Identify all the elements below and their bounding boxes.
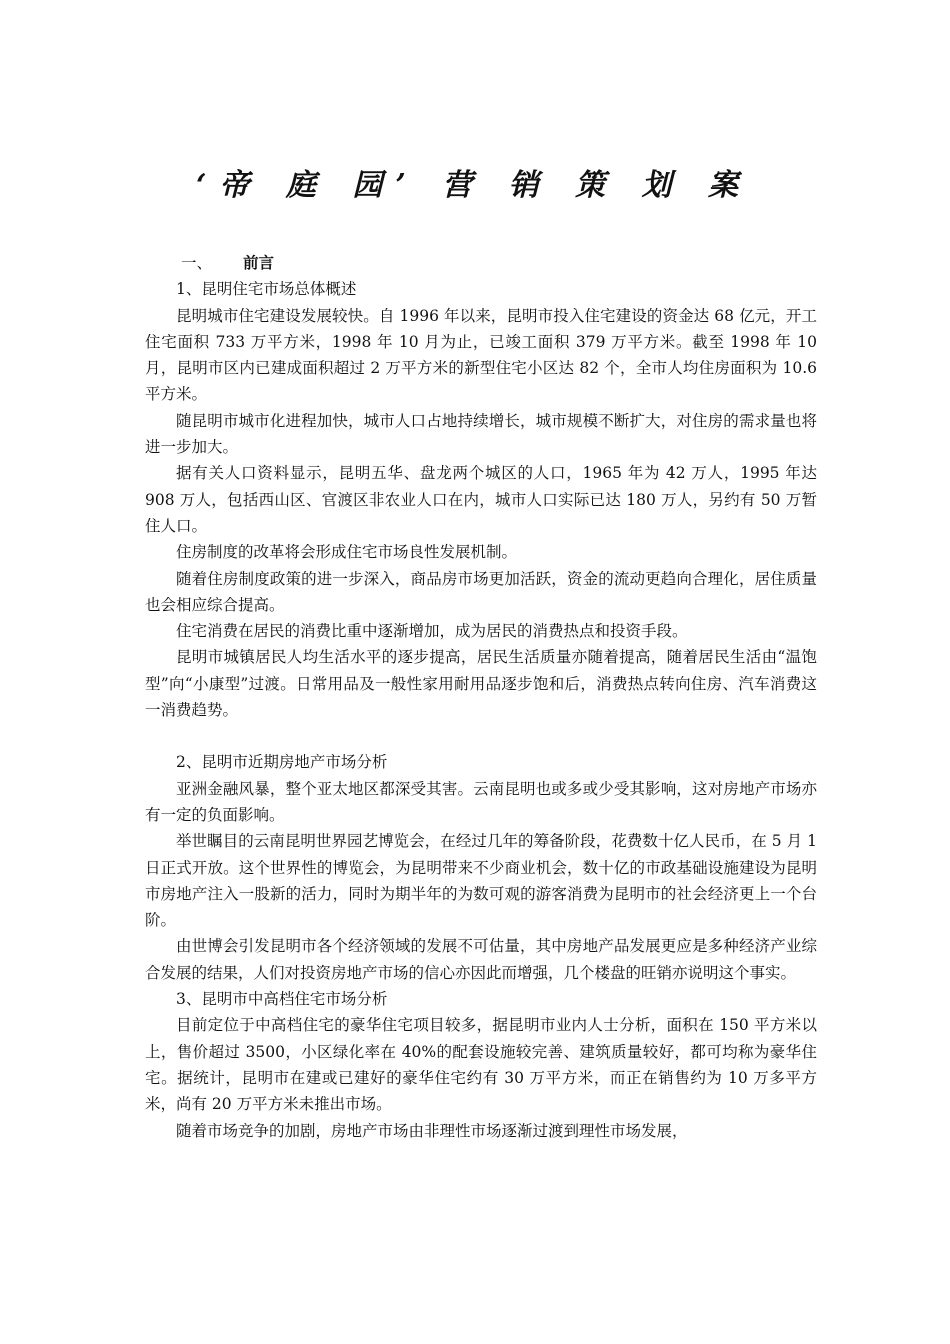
subsection-heading-3: 3、昆明市中高档住宅市场分析 [176, 990, 388, 1009]
paragraph: 亚洲金融风暴，整个亚太地区都深受其害。云南昆明也或多或少受其影响，这对房地产市场亦有一定的负面影响。 [145, 779, 817, 824]
section-heading [145, 250, 817, 276]
subsection-heading-2: 2、昆明市近期房地产市场分析 [176, 753, 388, 772]
document-title: ‘帝 庭 园’ 营 销 策 划 案 [196, 168, 751, 203]
paragraph: 昆明城市住宅建设发展较快。自 1996 年以来，昆明市投入住宅建设的资金达 68 亿元，开工住宅面积 733 万平方米，1998 年 10 月为止，已竣工面积 379 万平方米。截至 1998 年 10 月，昆明市区内已建成面积超过 2 万平方米的新型住宅小区达 82 个，全市人均住房面积为 10.6 平方米。 [145, 306, 817, 404]
spacer [145, 723, 817, 749]
document-body [145, 250, 817, 1144]
subsection-heading-1: 1、昆明住宅市场总体概述 [176, 280, 357, 299]
section-name: 前言 [243, 253, 275, 272]
paragraph: 随着住房制度政策的进一步深入，商品房市场更加活跃，资金的流动更趋向合理化，居住质量也会相应综合提高。 [145, 569, 817, 614]
paragraph: 由世博会引发昆明市各个经济领域的发展不可估量，其中房地产品发展更应是多种经济产业综合发展的结果，人们对投资房地产市场的信心亦因此而增强，几个楼盘的旺销亦说明这个事实。 [145, 937, 817, 982]
paragraph: 目前定位于中高档住宅的豪华住宅项目较多，据昆明市业内人士分析，面积在 150 平方米以上，售价超过 3500，小区绿化率在 40%的配套设施较完善、建筑质量较好，都可均称为豪华住宅。据统计，昆明市在建或已建好的豪华住宅约有 30 万平方米，而正在销售约为 10 万多平方米，尚有 20 万平方米未推出市场。 [145, 1016, 817, 1114]
paragraph: 昆明市城镇居民人均生活水平的逐步提高，居民生活质量亦随着提高，随着居民生活由“温饱型”向“小康型”过渡。日常用品及一般性家用耐用品逐步饱和后，消费热点转向住房、汽车消费这一消费趋势。 [145, 648, 817, 720]
paragraph: 举世瞩目的云南昆明世界园艺博览会，在经过几年的筹备阶段，花费数十亿人民币，在 5 月 1 日正式开放。这个世界性的博览会，为昆明带来不少商业机会，数十亿的市政基础设施建设为昆明市房地产注入一股新的活力，同时为期半年的为数可观的游客消费为昆明市的社会经济更上一个台阶。 [145, 832, 817, 930]
paragraph: 住房制度的改革将会形成住宅市场良性发展机制。 [176, 543, 518, 562]
paragraph: 住宅消费在居民的消费比重中逐渐增加，成为居民的消费热点和投资手段。 [176, 622, 688, 641]
paragraph: 据有关人口资料显示，昆明五华、盘龙两个城区的人口，1965 年为 42 万人，1995 年达 908 万人，包括西山区、官渡区非农业人口在内，城市人口实际已达 180 万人，另约有 50 万暂住人口。 [145, 464, 817, 535]
paragraph: 随着市场竞争的加剧，房地产市场由非理性市场逐渐过渡到理性市场发展， [176, 1121, 688, 1140]
section-number: 一、 [181, 254, 213, 272]
paragraph: 随昆明市城市化进程加快，城市人口占地持续增长，城市规模不断扩大，对住房的需求量也将进一步加大。 [145, 411, 817, 457]
